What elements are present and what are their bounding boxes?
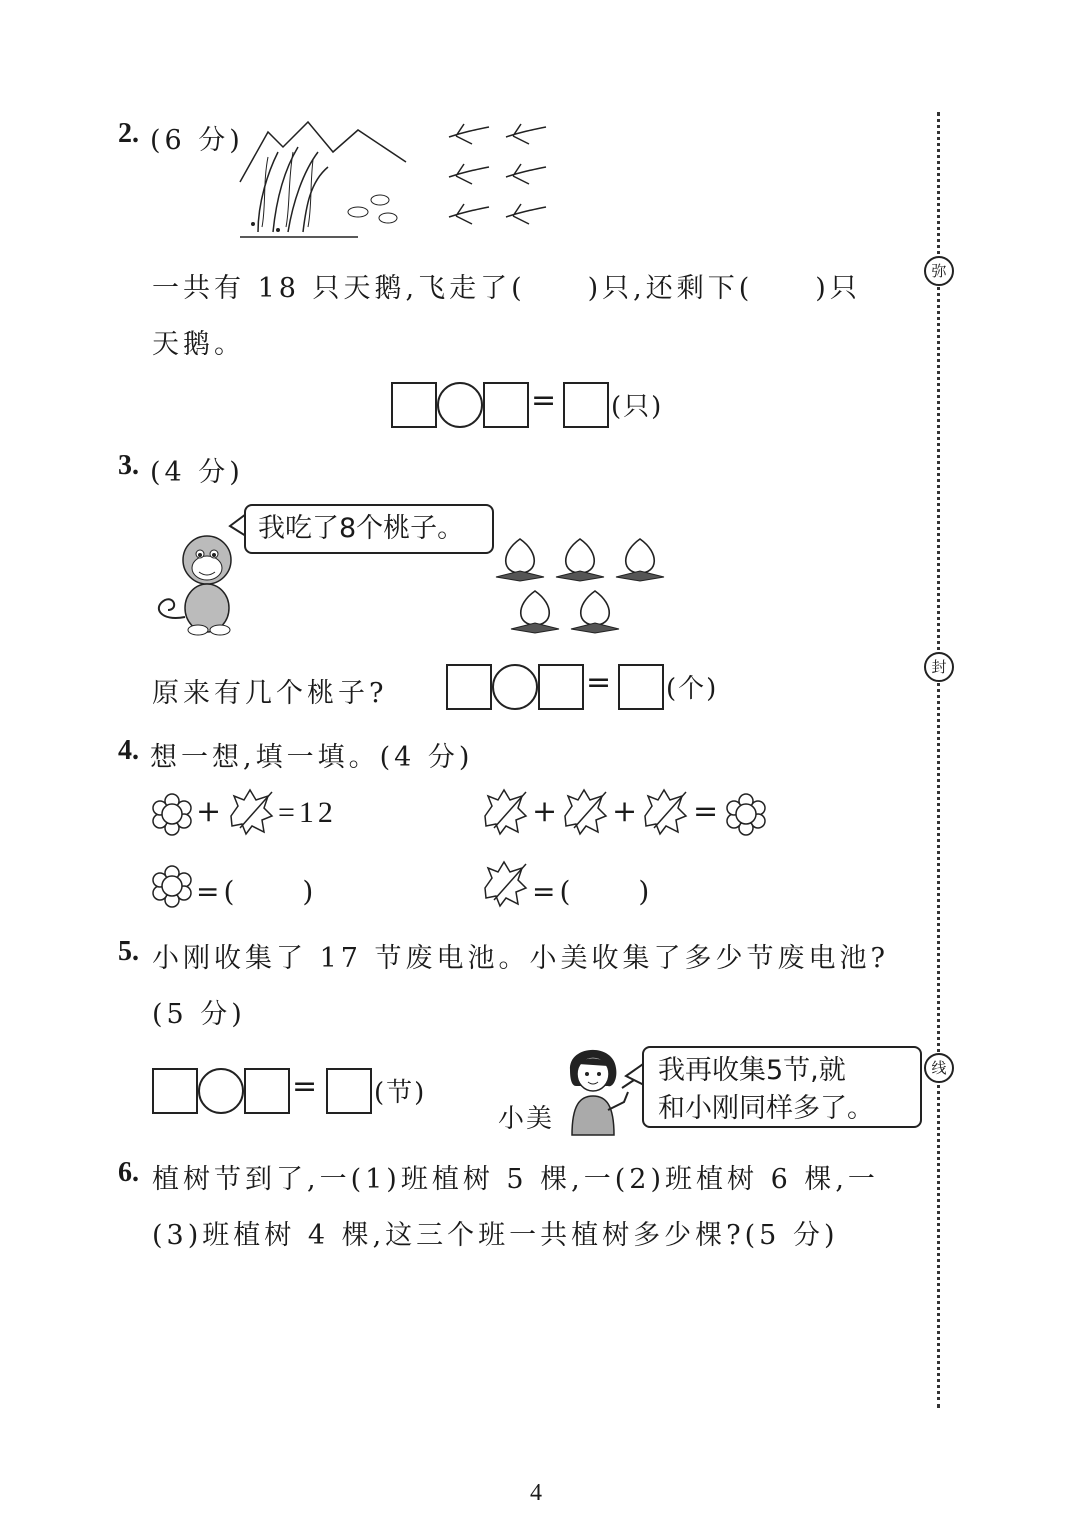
q4-right-eq2-answer[interactable]: =( ) [532,875,654,908]
q3-answer-box-result[interactable] [618,664,664,710]
q5-answer-box-1[interactable] [152,1068,198,1114]
girl-name-label: 小美 [498,1104,555,1134]
landscape-illustration [238,112,408,244]
q4-left-eq2-answer[interactable]: =( ) [196,875,318,908]
q5-score: (5 分) [152,999,246,1030]
q2-number: 2. [118,118,139,149]
leaf-icon [226,788,276,838]
q6-question-line2: (3)班植树 4 棵,这三个班一共植树多少棵?(5 分) [152,1220,839,1251]
q2-answer-box-result[interactable] [563,382,609,428]
q2-answer-box-2[interactable] [483,382,529,428]
flying-swans-illustration [444,122,564,242]
leaf-icon [480,788,530,838]
q3-operator-circle[interactable] [492,664,538,710]
q4-number: 4. [118,735,139,766]
flower-icon [724,792,768,836]
flower-icon [150,792,194,836]
q3-equals: = [586,665,612,700]
q3-answer-box-1[interactable] [446,664,492,710]
page-number: 4 [530,1480,542,1506]
q4-title: 想一想,填一填。(4 分) [150,742,474,773]
leaf-icon [480,860,530,910]
q5-answer-box-2[interactable] [244,1068,290,1114]
q4-left-plus: + [196,794,226,829]
q2-equals: = [531,383,557,418]
girl-speech-line2: 和小刚同样多了。 [658,1093,874,1124]
q2-score: (6 分) [150,125,244,156]
monkey-speech-bubble: 我吃了8个桃子。 [244,504,494,554]
q4-right-equals: = [693,794,723,829]
q2-answer-box-1[interactable] [391,382,437,428]
q6-number: 6. [118,1157,139,1188]
q4-right-plus-1: + [532,794,562,829]
q2-question-line1: 一共有 18 只天鹅,飞走了( )只,还剩下( )只 [152,273,861,304]
binding-mark-2: 封 [924,652,954,682]
flower-icon [150,864,194,908]
q5-question-line1: 小刚收集了 17 节废电池。小美收集了多少节废电池? [152,943,889,974]
q3-number: 3. [118,450,139,481]
q5-operator-circle[interactable] [198,1068,244,1114]
girl-speech-line1: 我再收集5节,就 [658,1055,846,1086]
q3-question: 原来有几个桃子? [152,678,388,709]
binding-mark-1: 弥 [924,256,954,286]
girl-speech-bubble [642,1046,922,1128]
q4-right-plus-2: + [612,794,642,829]
q5-unit: (节) [374,1078,427,1108]
leaf-icon [560,788,610,838]
binding-mark-3: 线 [924,1053,954,1083]
q2-question-line2: 天鹅。 [152,329,245,360]
q2-unit: (只) [611,392,664,422]
peaches-illustration [490,535,670,635]
q2-operator-circle[interactable] [437,382,483,428]
q4-left-eq1-rhs: =12 [278,796,337,829]
speech-bubble-tail [226,506,246,546]
q3-answer-box-2[interactable] [538,664,584,710]
binding-dotted-line [937,112,940,1408]
leaf-icon [640,788,690,838]
q3-unit: (个) [666,674,719,704]
q3-score: (4 分) [150,457,244,488]
q5-equals: = [292,1069,318,1104]
q6-question-line1: 植树节到了,一(1)班植树 5 棵,一(2)班植树 6 棵,一 [152,1164,879,1195]
q5-answer-box-result[interactable] [326,1068,372,1114]
q5-number: 5. [118,936,139,967]
